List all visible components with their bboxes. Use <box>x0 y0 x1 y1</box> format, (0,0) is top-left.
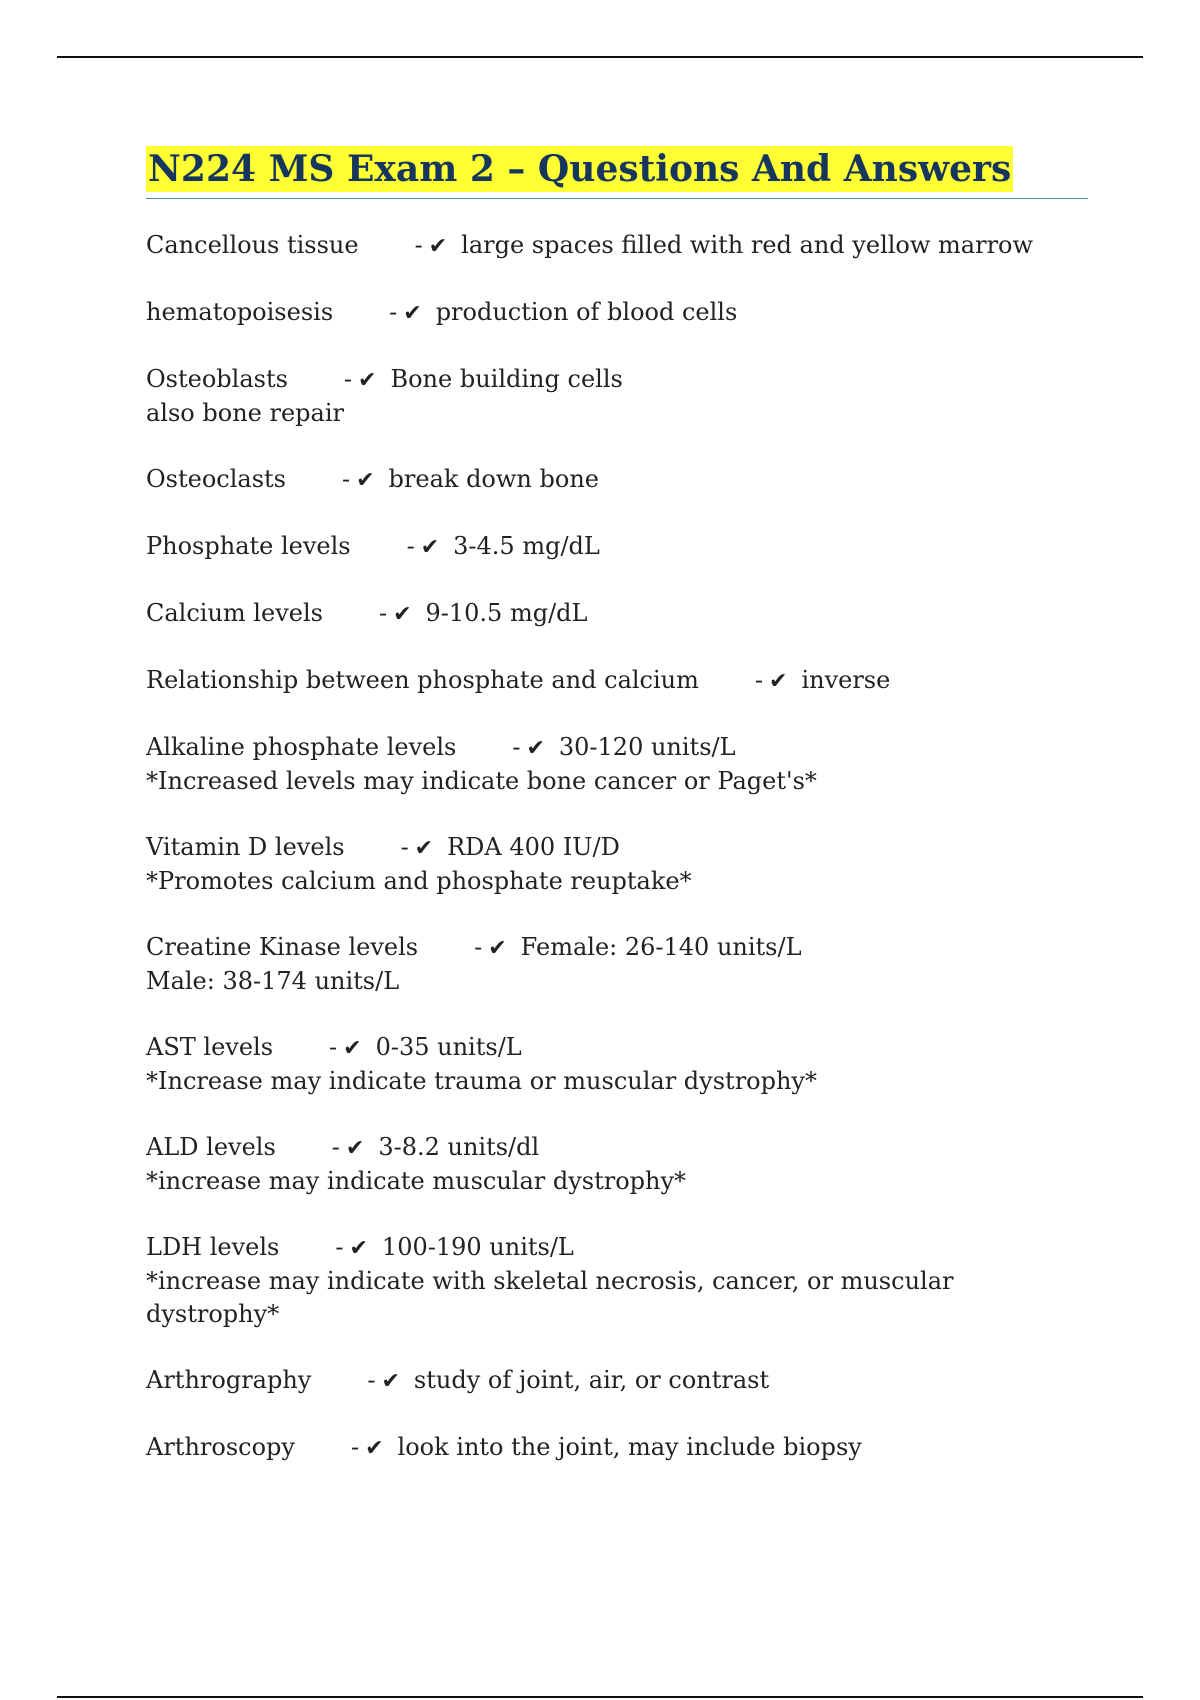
qa-term: Creatine Kinase levels <box>146 933 419 961</box>
qa-term: Phosphate levels <box>146 532 351 560</box>
qa-note: *Increased levels may indicate bone cancer or Paget's* <box>146 767 817 795</box>
qa-note: *Increase may indicate trauma or muscular dystrophy* <box>146 1067 817 1095</box>
qa-answer: study of joint, air, or contrast <box>413 1366 770 1394</box>
checkmark-icon: ✔ <box>428 234 448 259</box>
qa-item <box>146 229 1088 263</box>
page-bottom-rule <box>57 1696 1143 1698</box>
title-block <box>146 146 1088 199</box>
qa-separator: - <box>406 532 415 560</box>
checkmark-icon: ✔ <box>381 1369 400 1394</box>
qa-term: Osteoclasts <box>146 465 286 493</box>
qa-note: *Promotes calcium and phosphate reuptake* <box>146 867 692 895</box>
qa-item <box>146 831 1088 898</box>
qa-note: *increase may indicate with skeletal necrosis, cancer, or muscular dystrophy* <box>146 1267 954 1328</box>
checkmark-icon: ✔ <box>420 535 440 560</box>
checkmark-icon: ✔ <box>403 301 422 326</box>
qa-separator: - <box>378 599 388 627</box>
qa-term: Vitamin D levels <box>146 833 345 861</box>
qa-item <box>146 1031 1088 1098</box>
checkmark-icon: ✔ <box>393 602 412 627</box>
qa-term: Arthrography <box>146 1366 312 1394</box>
qa-separator: - <box>400 833 409 861</box>
qa-separator: - <box>414 231 423 259</box>
page-title: N224 MS Exam 2 – Questions And Answers <box>148 148 1012 190</box>
qa-answer: look into the joint, may include biopsy <box>397 1433 862 1461</box>
qa-item <box>146 363 1088 430</box>
qa-answer: 0-35 units/L <box>375 1033 522 1061</box>
qa-item <box>146 1431 1088 1465</box>
qa-separator: - <box>389 298 398 326</box>
qa-answer: inverse <box>801 666 891 694</box>
qa-separator: - <box>335 1233 344 1261</box>
qa-item <box>146 731 1088 798</box>
qa-term: ALD levels <box>146 1133 276 1161</box>
qa-answer: production of blood cells <box>435 298 738 326</box>
checkmark-icon: ✔ <box>345 1136 365 1161</box>
qa-answer: large spaces filled with red and yellow marrow <box>461 231 1034 259</box>
qa-item <box>146 931 1088 998</box>
qa-item <box>146 1364 1088 1398</box>
qa-term: LDH levels <box>146 1233 280 1261</box>
checkmark-icon: ✔ <box>488 936 507 961</box>
checkmark-icon: ✔ <box>358 368 377 393</box>
qa-item <box>146 597 1088 631</box>
checkmark-icon: ✔ <box>526 736 545 761</box>
qa-separator: - <box>754 666 763 694</box>
qa-item <box>146 463 1088 497</box>
qa-separator: - <box>331 1133 340 1161</box>
qa-item <box>146 1231 1088 1331</box>
qa-answer: Bone building cells <box>390 365 623 393</box>
qa-answer: RDA 400 IU/D <box>447 833 620 861</box>
checkmark-icon: ✔ <box>343 1036 362 1061</box>
qa-separator: - <box>342 465 351 493</box>
qa-term: Alkaline phosphate levels <box>146 733 457 761</box>
qa-separator: - <box>512 733 521 761</box>
qa-separator: - <box>350 1433 360 1461</box>
qa-answer: 30-120 units/L <box>558 733 736 761</box>
page-top-rule <box>57 56 1143 58</box>
qa-item <box>146 296 1088 330</box>
qa-term: hematopoisesis <box>146 298 334 326</box>
qa-answer: 100-190 units/L <box>381 1233 574 1261</box>
qa-note: Male: 38-174 units/L <box>146 967 400 995</box>
checkmark-icon: ✔ <box>349 1236 368 1261</box>
qa-separator: - <box>367 1366 376 1394</box>
qa-answer: 9-10.5 mg/dL <box>425 599 588 627</box>
qa-term: Cancellous tissue <box>146 231 359 259</box>
qa-separator: - <box>343 365 353 393</box>
document-body <box>146 146 1088 1498</box>
qa-note: *increase may indicate muscular dystrophy* <box>146 1167 687 1195</box>
checkmark-icon: ✔ <box>769 669 788 694</box>
qa-term: Calcium levels <box>146 599 323 627</box>
qa-item <box>146 1131 1088 1198</box>
qa-answer: 3-4.5 mg/dL <box>453 532 600 560</box>
qa-note: also bone repair <box>146 399 344 427</box>
qa-term: AST levels <box>146 1033 274 1061</box>
qa-separator: - <box>474 933 483 961</box>
qa-term: Arthroscopy <box>146 1433 295 1461</box>
qa-answer: 3-8.2 units/dl <box>378 1133 540 1161</box>
checkmark-icon: ✔ <box>414 836 434 861</box>
qa-term: Relationship between phosphate and calcium <box>146 666 699 694</box>
qa-answer: Female: 26-140 units/L <box>520 933 802 961</box>
checkmark-icon: ✔ <box>365 1436 384 1461</box>
qa-separator: - <box>329 1033 338 1061</box>
qa-item <box>146 530 1088 564</box>
qa-list <box>146 229 1088 1465</box>
qa-term: Osteoblasts <box>146 365 288 393</box>
qa-answer: break down bone <box>388 465 599 493</box>
checkmark-icon: ✔ <box>356 468 375 493</box>
qa-item <box>146 664 1088 698</box>
